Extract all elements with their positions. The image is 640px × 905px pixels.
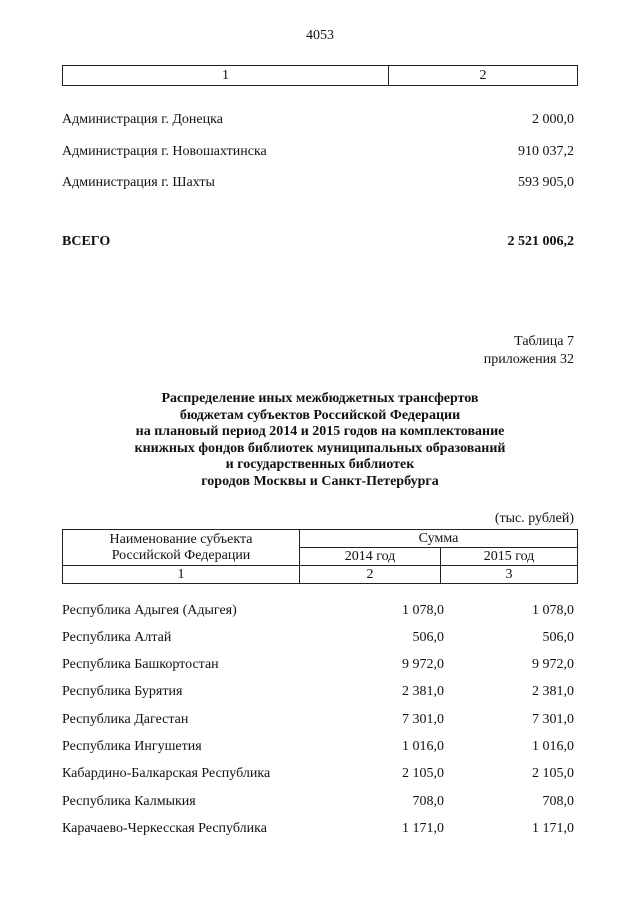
subject-name-header — [63, 530, 300, 566]
top-col-1-header: 1 — [63, 66, 389, 86]
subject-name: Республика Бурятия — [62, 684, 183, 699]
table-row — [62, 682, 574, 702]
header-line: Российской Федерации — [111, 547, 251, 563]
title-line: книжных фондов библиотек муниципальных образований — [134, 440, 506, 456]
row-label: Администрация г. Донецка — [62, 112, 223, 127]
subject-name: Республика Дагестан — [62, 712, 189, 727]
total-row — [62, 232, 574, 252]
value-2015: 506,0 — [542, 630, 574, 645]
table-number: Таблица 7 — [514, 334, 574, 349]
value-2015: 9 972,0 — [532, 657, 574, 672]
total-value: 2 521 006,2 — [507, 234, 574, 249]
value-2014: 708,0 — [412, 794, 444, 809]
value-2015: 708,0 — [542, 794, 574, 809]
table-row — [62, 737, 574, 757]
subject-name: Республика Ингушетия — [62, 739, 202, 754]
title-line: бюджетам субъектов Российской Федерации — [179, 407, 461, 423]
table-row — [62, 819, 574, 839]
top-col-2-header: 2 — [389, 66, 578, 86]
subject-name: Республика Алтай — [62, 630, 172, 645]
page-number: 4053 — [306, 28, 334, 43]
table-row — [62, 601, 574, 621]
value-2014: 2 105,0 — [402, 766, 444, 781]
column-number-1: 1 — [63, 566, 300, 584]
header-line: Наименование субъекта — [109, 531, 253, 547]
value-2014: 1 171,0 — [402, 821, 444, 836]
value-2015: 1 171,0 — [532, 821, 574, 836]
sum-header: Сумма — [300, 530, 578, 548]
table-row — [62, 764, 574, 784]
row-value: 593 905,0 — [518, 175, 574, 190]
value-2014: 1 078,0 — [402, 603, 444, 618]
value-2014: 9 972,0 — [402, 657, 444, 672]
column-number-2: 2 — [300, 566, 441, 584]
value-2015: 2 105,0 — [532, 766, 574, 781]
value-2015: 2 381,0 — [532, 684, 574, 699]
data-table-header — [62, 529, 578, 584]
table-row — [62, 710, 574, 730]
title-line: на плановый период 2014 и 2015 годов на комплектование — [135, 424, 505, 439]
list-item — [62, 173, 574, 193]
value-2014: 2 381,0 — [402, 684, 444, 699]
row-label: Администрация г. Шахты — [62, 175, 215, 190]
value-2014: 7 301,0 — [402, 712, 444, 727]
subject-name: Карачаево-Черкесская Республика — [62, 821, 267, 836]
column-number-3: 3 — [441, 566, 578, 584]
subject-name: Республика Калмыкия — [62, 794, 196, 809]
value-2015: 1 078,0 — [532, 603, 574, 618]
row-label: Администрация г. Новошахтинска — [62, 144, 267, 159]
subject-name: Республика Башкортостан — [62, 657, 219, 672]
row-value: 910 037,2 — [518, 144, 574, 159]
appendix-number: приложения 32 — [483, 352, 574, 367]
row-value: 2 000,0 — [532, 112, 574, 127]
year-2015-header: 2015 год — [441, 548, 578, 566]
list-item — [62, 110, 574, 130]
title-line: и государственных библиотек — [225, 457, 415, 472]
subject-name: Республика Адыгея (Адыгея) — [62, 603, 237, 618]
value-2015: 7 301,0 — [532, 712, 574, 727]
value-2015: 1 016,0 — [532, 739, 574, 754]
subject-name: Кабардино-Балкарская Республика — [62, 766, 271, 781]
value-2014: 506,0 — [412, 630, 444, 645]
year-2014-header: 2014 год — [300, 548, 441, 566]
table-row — [62, 792, 574, 812]
title-line: городов Москвы и Санкт-Петербурга — [201, 473, 439, 489]
table-title — [0, 391, 640, 490]
table-reference — [484, 333, 574, 369]
list-item — [62, 142, 574, 162]
title-line: Распределение иных межбюджетных трансфертов — [161, 391, 479, 406]
units-label: (тыс. рублей) — [494, 511, 574, 526]
table-row — [62, 628, 574, 648]
table-row — [62, 655, 574, 675]
total-label: ВСЕГО — [62, 234, 111, 249]
top-column-header-table — [62, 65, 578, 86]
value-2014: 1 016,0 — [402, 739, 444, 754]
